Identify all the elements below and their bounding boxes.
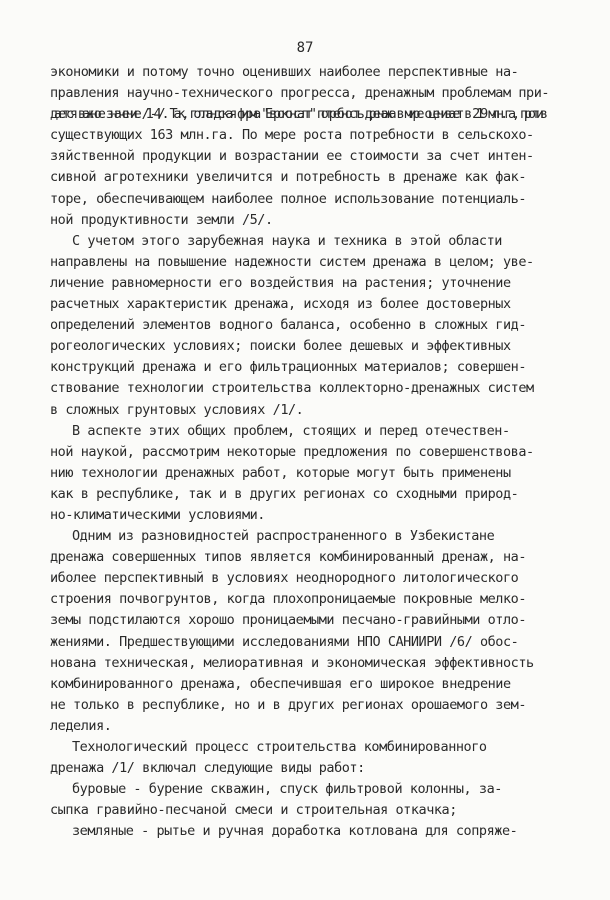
text-line: жениями. Предшествующими исследованиями НПО САНИИРИ /6/ обос- [50,633,519,650]
text-line: нию технологии дренажных работ, которые могут быть применены [50,464,511,481]
text-line: С учетом этого зарубежная наука и техника в этой области [72,232,502,249]
text-line: рогеологических условиях; поиски более дешевых и эффективных [50,338,511,355]
text-line: как в республике, так и в других регионах со сходными природ- [50,485,519,502]
text-line: дренажа /1/ включал следующие виды работ: [50,760,365,777]
text-line: В аспекте этих общих проблем, стоящих и перед отечествен- [72,422,510,439]
text-line: конструкций дренажа и его фильтрационных материалов; совершен- [50,359,527,376]
text-line: Одним из разновидностей распространенного в Узбекистане [72,528,495,545]
page-number: 87 [296,40,314,56]
text-line: комбинированного дренажа, обеспечившая его широкое внедрение [50,675,511,692]
text-line: леделия. [50,717,112,734]
text-line: строения почвогрунтов, когда плохопроницаемые покровные мелко- [50,591,527,608]
text-line: но-климатическими условиями. [50,506,265,523]
text-line: в сложных грунтовых условиях /1/. [50,401,304,418]
text-line: сивной агротехники увеличится и потребность в дренаже как фак- [50,169,527,186]
body-text [50,62,550,842]
text-line: буровые - бурение скважин, спуск фильтровой колонны, за- [72,781,502,798]
text-line: иболее перспективный в условиях неоднородного литологического [50,570,519,587]
text-line: определений элементов водного баланса, особенно в сложных гид- [50,317,527,334]
text-line: дается важное значение /1-4/. Так, голландская фирма "Евроконсалт" потребность дренажа в мире оценивает в 219 млн.га, против [50,106,544,123]
text-line: нована техническая, мелиоративная и экономическая эффективность [50,654,534,671]
text-line: личение равномерности его воздействия на растения; уточнение [50,274,511,291]
text-line: ной продуктивности земли /5/. [50,211,273,228]
text-line: не только в республике, но и в других регионах орошаемого зем- [50,696,527,713]
text-line: правления научно-технического прогресса, дренажным проблемам при- [50,85,550,102]
text-line: расчетных характеристик дренажа, исходя из более достоверных [50,296,511,313]
text-line: дренажа совершенных типов является комбинированный дренаж, на- [50,549,527,566]
text-line: Технологический процесс строительства комбинированного [72,739,487,755]
text-line: зяйственной продукции и возрастании ее стоимости за счет интен- [50,148,534,165]
text-line: экономики и потому точно оценивших наиболее перспективные на- [50,64,519,80]
text-line: земляные - рытье и ручная доработка котлована для сопряже- [72,823,518,840]
text-line: существующих 163 млн.га. По мере роста потребности в сельскохо- [50,127,534,144]
text-line: ствование технологии строительства коллекторно-дренажных систем [50,380,534,397]
text-line: земы подстилаются хорошо проницаемыми песчано-гравийными отло- [50,612,527,629]
text-line: торе, обеспечивающем наиболее полное использование потенциаль- [50,190,527,207]
text-line: ной наукой, рассмотрим некоторые предложения по совершенствова- [50,443,534,460]
text-line: направлены на повышение надежности систем дренажа в целом; уве- [50,253,534,270]
text-line: сыпка гравийно-песчаной смеси и строительная откачка; [50,802,457,819]
